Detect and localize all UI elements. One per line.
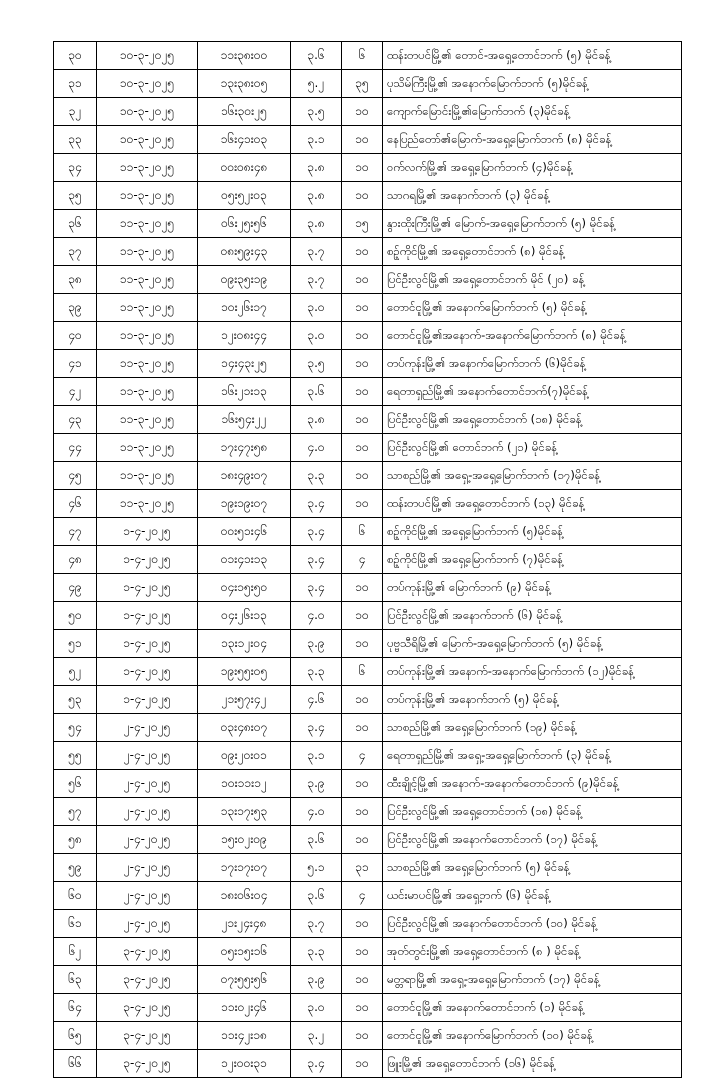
time-cell: ၁၆း၂၁း၁၃: [198, 378, 291, 406]
row-number-cell: ၅၁: [54, 630, 97, 658]
date-cell: ၁၁-၃-၂၀၂၅: [97, 378, 198, 406]
depth-cell: ၁၀: [342, 770, 383, 798]
location-cell: စဥ့်ကိုင်မြို့၏ အရှေ့မြောက်ဘက် (၇)မိုင်ခန့်: [383, 546, 682, 574]
date-cell: ၁၁-၃-၂၀၂၅: [97, 266, 198, 294]
date-cell: ၁၁-၃-၂၀၂၅: [97, 154, 198, 182]
date-cell: ၁၁-၃-၂၀၂၅: [97, 490, 198, 518]
location-cell: ပြင်ဦးလွင်မြို့၏ တောင်ဘက် (၂၁) မိုင်ခန့်: [383, 434, 682, 462]
date-cell: ၁၁-၃-၂၀၂၅: [97, 238, 198, 266]
location-cell: တောင်ငူမြို့၏အနောက်-အနောက်မြောက်ဘက် (၈) မိုင်ခန့်: [383, 322, 682, 350]
table-row: [54, 434, 682, 462]
table-row: [54, 42, 682, 70]
row-number-cell: ၄၅: [54, 462, 97, 490]
row-number-cell: ၅၅: [54, 742, 97, 770]
magnitude-cell: ၃.၆: [291, 826, 342, 854]
time-cell: ၁၇း၁၇း၀၇: [198, 854, 291, 882]
time-cell: ၀၈း၅၉း၄၃: [198, 238, 291, 266]
table-row: [54, 322, 682, 350]
time-cell: ၁၀း၂၆း၁၇: [198, 294, 291, 322]
magnitude-cell: ၃.၃: [291, 462, 342, 490]
time-cell: ၁၂း၀၈း၄၄: [198, 322, 291, 350]
depth-cell: ၁၀: [342, 798, 383, 826]
depth-cell: ၆: [342, 42, 383, 70]
depth-cell: ၁၀: [342, 126, 383, 154]
location-cell: ဖြူးမြို့၏ အရှေ့တောင်ဘက် (၁၆) မိုင်ခန့်: [383, 1050, 682, 1078]
table-row: [54, 1050, 682, 1078]
magnitude-cell: ၃.၈: [291, 210, 342, 238]
date-cell: ၂-၄-၂၀၂၅: [97, 826, 198, 854]
date-cell: ၁၁-၃-၂၀၂၅: [97, 294, 198, 322]
table-row: [54, 210, 682, 238]
magnitude-cell: ၃.၇: [291, 238, 342, 266]
date-cell: ၂-၄-၂၀၂၅: [97, 714, 198, 742]
location-cell: ကျောက်မြောင်းမြို့၏မြောက်ဘက် (၃)မိုင်ခန့်: [383, 98, 682, 126]
magnitude-cell: ၃.၈: [291, 406, 342, 434]
magnitude-cell: ၅.၁: [291, 854, 342, 882]
date-cell: ၂-၄-၂၀၂၅: [97, 770, 198, 798]
depth-cell: ၁၀: [342, 1022, 383, 1050]
time-cell: ၁၈း၄၉း၀၇: [198, 462, 291, 490]
time-cell: ၀၀း၅၁း၄၆: [198, 518, 291, 546]
depth-cell: ၆: [342, 518, 383, 546]
depth-cell: ၁၀: [342, 910, 383, 938]
depth-cell: ၁၀: [342, 826, 383, 854]
depth-cell: ၁၅: [342, 210, 383, 238]
magnitude-cell: ၃.၄: [291, 518, 342, 546]
row-number-cell: ၄၀: [54, 322, 97, 350]
magnitude-cell: ၃.၆: [291, 882, 342, 910]
depth-cell: ၁၀: [342, 434, 383, 462]
table-row: [54, 182, 682, 210]
location-cell: မတ္တရာမြို့၏ အရှေ့-အရှေ့မြောက်ဘက် (၁၇) မိုင်ခန့်: [383, 966, 682, 994]
magnitude-cell: ၃.၂: [291, 1022, 342, 1050]
date-cell: ၁၀-၃-၂၀၂၅: [97, 126, 198, 154]
location-cell: တပ်ကုန်းမြို့၏ အနောက်ဘက် (၅) မိုင်ခန့်: [383, 686, 682, 714]
time-cell: ၀၇း၅၅း၅၆: [198, 966, 291, 994]
time-cell: ၁၆း၄၁း၀၃: [198, 126, 291, 154]
depth-cell: ၄: [342, 742, 383, 770]
table-row: [54, 938, 682, 966]
time-cell: ၁၈း၀၆း၀၄: [198, 882, 291, 910]
date-cell: ၁-၄-၂၀၂၅: [97, 658, 198, 686]
magnitude-cell: ၃.၆: [291, 378, 342, 406]
location-cell: ထန်းတပင်မြို့၏ တောင်-အရှေ့တောင်ဘက် (၅) မိုင်ခန့်: [383, 42, 682, 70]
table-row: [54, 1022, 682, 1050]
time-cell: ၁၁း၃၈း၀၀: [198, 42, 291, 70]
magnitude-cell: ၃.၆: [291, 42, 342, 70]
magnitude-cell: ၃.၅: [291, 350, 342, 378]
depth-cell: ၁၀: [342, 406, 383, 434]
table-row: [54, 462, 682, 490]
location-cell: ယင်းမာပင်မြို့၏ အရှေ့ဘက် (၆) မိုင်ခန့်: [383, 882, 682, 910]
row-number-cell: ၄၄: [54, 434, 97, 462]
row-number-cell: ၄၃: [54, 406, 97, 434]
table-row: [54, 238, 682, 266]
row-number-cell: ၄၁: [54, 350, 97, 378]
row-number-cell: ၃၂: [54, 98, 97, 126]
date-cell: ၁၁-၃-၂၀၂၅: [97, 350, 198, 378]
time-cell: ၀၁း၄၁း၁၃: [198, 546, 291, 574]
time-cell: ၁၁း၄၂း၁၈: [198, 1022, 291, 1050]
magnitude-cell: ၃.၃: [291, 938, 342, 966]
time-cell: ၁၁း၀၂း၄၆: [198, 994, 291, 1022]
depth-cell: ၁၀: [342, 938, 383, 966]
date-cell: ၁-၄-၂၀၂၅: [97, 574, 198, 602]
time-cell: ၀၆း၂၅း၅၆: [198, 210, 291, 238]
table-row: [54, 70, 682, 98]
time-cell: ၂၁း၅၇း၄၂: [198, 686, 291, 714]
row-number-cell: ၃၅: [54, 182, 97, 210]
row-number-cell: ၃၄: [54, 154, 97, 182]
depth-cell: ၁၀: [342, 994, 383, 1022]
table-row: [54, 518, 682, 546]
location-cell: တောင်ငူမြို့၏ အနောက်တောင်ဘက် (၁) မိုင်ခန့်: [383, 994, 682, 1022]
row-number-cell: ၆၅: [54, 1022, 97, 1050]
row-number-cell: ၃၈: [54, 266, 97, 294]
table-row: [54, 574, 682, 602]
location-cell: ထန်းတပင်မြို့၏ အရှေ့တောင်ဘက် (၁၃) မိုင်ခန့်: [383, 490, 682, 518]
location-cell: ပုသိမ်ကြီးမြို့၏ အနောက်မြောက်ဘက် (၅)မိုင်ခန့်: [383, 70, 682, 98]
location-cell: ပြင်ဦးလွင်မြို့၏ အနောက်ဘက် (၆) မိုင်ခန့်: [383, 602, 682, 630]
magnitude-cell: ၃.၄: [291, 574, 342, 602]
table-row: [54, 686, 682, 714]
location-cell: အုတ်တွင်းမြို့၏ အရှေ့တောင်ဘက် (၈ ) မိုင်ခန့်: [383, 938, 682, 966]
row-number-cell: ၆၂: [54, 938, 97, 966]
earthquake-table-sheet: [53, 41, 682, 1078]
row-number-cell: ၆၁: [54, 910, 97, 938]
row-number-cell: ၆၆: [54, 1050, 97, 1078]
table-row: [54, 826, 682, 854]
time-cell: ၁၆း၅၄း၂၂: [198, 406, 291, 434]
date-cell: ၂-၄-၂၀၂၅: [97, 854, 198, 882]
time-cell: ၁၂း၀၀း၃၁: [198, 1050, 291, 1078]
magnitude-cell: ၃.၀: [291, 322, 342, 350]
magnitude-cell: ၃.၈: [291, 182, 342, 210]
row-number-cell: ၃၆: [54, 210, 97, 238]
location-cell: တောင်ငူမြို့၏ အနောက်မြောက်ဘက် (၁၀) မိုင်ခန့်: [383, 1022, 682, 1050]
date-cell: ၁-၄-၂၀၂၅: [97, 546, 198, 574]
magnitude-cell: ၃.၁: [291, 742, 342, 770]
row-number-cell: ၆၀: [54, 882, 97, 910]
magnitude-cell: ၃.၅: [291, 98, 342, 126]
row-number-cell: ၅၄: [54, 714, 97, 742]
location-cell: တပ်ကုန်းမြို့၏ အနောက်မြောက်ဘက် (၆)မိုင်ခန့်: [383, 350, 682, 378]
table-row: [54, 910, 682, 938]
date-cell: ၂-၄-၂၀၂၅: [97, 910, 198, 938]
date-cell: ၃-၄-၂၀၂၅: [97, 966, 198, 994]
depth-cell: ၁၀: [342, 350, 383, 378]
date-cell: ၂-၄-၂၀၂၅: [97, 882, 198, 910]
depth-cell: ၁၀: [342, 714, 383, 742]
time-cell: ၀၀း၀၈း၄၈: [198, 154, 291, 182]
table-body: [54, 42, 682, 1078]
row-number-cell: ၃၉: [54, 294, 97, 322]
magnitude-cell: ၃.၄: [291, 714, 342, 742]
depth-cell: ၁၀: [342, 966, 383, 994]
table-row: [54, 602, 682, 630]
depth-cell: ၄: [342, 546, 383, 574]
magnitude-cell: ၄.၀: [291, 602, 342, 630]
date-cell: ၁၁-၃-၂၀၂၅: [97, 406, 198, 434]
time-cell: ၁၃း၃၈း၀၅: [198, 70, 291, 98]
location-cell: ထီးချိုင့်မြို့၏ အနောက်-အနောက်တောင်ဘက် (၉)မိုင်ခန့်: [383, 770, 682, 798]
time-cell: ၁၆း၃၀း၂၅: [198, 98, 291, 126]
depth-cell: ၁၀: [342, 490, 383, 518]
table-row: [54, 742, 682, 770]
row-number-cell: ၄၂: [54, 378, 97, 406]
row-number-cell: ၃၇: [54, 238, 97, 266]
table-row: [54, 658, 682, 686]
location-cell: တပ်ကုန်းမြို့၏ မြောက်ဘက် (၉) မိုင်ခန့်: [383, 574, 682, 602]
row-number-cell: ၄၈: [54, 546, 97, 574]
date-cell: ၁-၄-၂၀၂၅: [97, 686, 198, 714]
time-cell: ၁၉း၁၉း၀၇: [198, 490, 291, 518]
depth-cell: ၁၀: [342, 378, 383, 406]
date-cell: ၁၁-၃-၂၀၂၅: [97, 210, 198, 238]
location-cell: စဥ့်ကိုင်မြို့၏ အရှေ့တောင်ဘက် (၈) မိုင်ခန့်: [383, 238, 682, 266]
date-cell: ၃-၄-၂၀၂၅: [97, 1050, 198, 1078]
location-cell: ပုဗ္ဗသီရိမြို့၏ မြောက်-အရှေ့မြောက်ဘက် (၅) မိုင်ခန့်: [383, 630, 682, 658]
depth-cell: ၁၀: [342, 1050, 383, 1078]
depth-cell: ၁၀: [342, 294, 383, 322]
time-cell: ၂၁း၂၄း၄၈: [198, 910, 291, 938]
depth-cell: ၁၀: [342, 602, 383, 630]
date-cell: ၁၀-၃-၂၀၂၅: [97, 98, 198, 126]
location-cell: သာစည်မြို့၏ အရှေ့မြောက်ဘက် (၁၉) မိုင်ခန့်: [383, 714, 682, 742]
magnitude-cell: ၃.၄: [291, 1050, 342, 1078]
date-cell: ၁၁-၃-၂၀၂၅: [97, 182, 198, 210]
table-row: [54, 798, 682, 826]
depth-cell: ၁၀: [342, 322, 383, 350]
location-cell: ပြင်ဦးလွင်မြို့၏ အရှေ့တောင်ဘက် (၁၈) မိုင်ခန့်: [383, 406, 682, 434]
row-number-cell: ၅၃: [54, 686, 97, 714]
location-cell: နေပြည်တော်၏မြောက်-အရှေ့မြောက်ဘက် (၈) မိုင်ခန့်: [383, 126, 682, 154]
magnitude-cell: ၃.၀: [291, 294, 342, 322]
table-row: [54, 154, 682, 182]
magnitude-cell: ၄.၆: [291, 686, 342, 714]
location-cell: ပြင်ဦးလွင်မြို့၏ အနောက်တောင်ဘက် (၁၀) မိုင်ခန့်: [383, 910, 682, 938]
table-row: [54, 714, 682, 742]
row-number-cell: ၃၀: [54, 42, 97, 70]
location-cell: စဥ့်ကိုင်မြို့၏ အရှေ့မြောက်ဘက် (၅)မိုင်ခန့်: [383, 518, 682, 546]
table-row: [54, 294, 682, 322]
depth-cell: ၁၀: [342, 238, 383, 266]
time-cell: ၁၄း၄၃း၂၅: [198, 350, 291, 378]
magnitude-cell: ၃.၇: [291, 910, 342, 938]
location-cell: ရေတာရှည်မြို့၏ အနောက်တောင်ဘက်(၇)မိုင်ခန့်: [383, 378, 682, 406]
date-cell: ၁၀-၃-၂၀၂၅: [97, 70, 198, 98]
depth-cell: ၄: [342, 882, 383, 910]
date-cell: ၁၁-၃-၂၀၂၅: [97, 434, 198, 462]
location-cell: ပြင်ဦးလွင်မြို့၏ အရှေ့တောင်ဘက် (၁၈) မိုင်ခန့်: [383, 798, 682, 826]
depth-cell: ၃၁: [342, 854, 383, 882]
date-cell: ၃-၄-၂၀၂၅: [97, 938, 198, 966]
magnitude-cell: ၃.၉: [291, 770, 342, 798]
time-cell: ၀၅း၅၂း၀၃: [198, 182, 291, 210]
table-row: [54, 966, 682, 994]
location-cell: သာဂရမြို့၏ အနောက်ဘက် (၃) မိုင်ခန့်: [383, 182, 682, 210]
earthquake-table: [53, 41, 682, 1078]
depth-cell: ၁၀: [342, 630, 383, 658]
time-cell: ၁၃း၁၂း၀၄: [198, 630, 291, 658]
location-cell: ပြင်ဦးလွင်မြို့၏ အနောက်တောင်ဘက် (၁၇) မိုင်ခန့်: [383, 826, 682, 854]
depth-cell: ၁၀: [342, 462, 383, 490]
magnitude-cell: ၄.၀: [291, 798, 342, 826]
location-cell: တောင်ငူမြို့၏ အနောက်မြောက်ဘက် (၅) မိုင်ခန့်: [383, 294, 682, 322]
date-cell: ၁၁-၃-၂၀၂၅: [97, 322, 198, 350]
table-row: [54, 266, 682, 294]
magnitude-cell: ၃.၄: [291, 490, 342, 518]
location-cell: နွားထိုးကြီးမြို့၏ မြောက်-အရှေ့မြောက်ဘက် (၅) မိုင်ခန့်: [383, 210, 682, 238]
time-cell: ၀၄း၂၆း၁၃: [198, 602, 291, 630]
magnitude-cell: ၃.၉: [291, 966, 342, 994]
magnitude-cell: ၃.၄: [291, 546, 342, 574]
depth-cell: ၁၀: [342, 182, 383, 210]
date-cell: ၃-၄-၂၀၂၅: [97, 1022, 198, 1050]
table-row: [54, 770, 682, 798]
table-row: [54, 126, 682, 154]
time-cell: ၀၅း၁၅း၁၆: [198, 938, 291, 966]
magnitude-cell: ၃.၉: [291, 630, 342, 658]
table-row: [54, 490, 682, 518]
row-number-cell: ၆၄: [54, 994, 97, 1022]
date-cell: ၂-၄-၂၀၂၅: [97, 742, 198, 770]
magnitude-cell: ၃.၁: [291, 126, 342, 154]
date-cell: ၃-၄-၂၀၂၅: [97, 994, 198, 1022]
row-number-cell: ၅၇: [54, 798, 97, 826]
depth-cell: ၁၀: [342, 266, 383, 294]
location-cell: ပြင်ဦးလွင်မြို့၏ အရှေ့တောင်ဘက် မိုင် (၂၀) ခန့်: [383, 266, 682, 294]
row-number-cell: ၅၈: [54, 826, 97, 854]
time-cell: ၀၉း၃၅း၁၉: [198, 266, 291, 294]
time-cell: ၁၀း၁၁း၁၂: [198, 770, 291, 798]
magnitude-cell: ၃.၈: [291, 154, 342, 182]
magnitude-cell: ၃.၇: [291, 266, 342, 294]
depth-cell: ၆: [342, 658, 383, 686]
time-cell: ၁၇း၄၇း၅၈: [198, 434, 291, 462]
location-cell: သာစည်မြို့၏ အရှေ့မြောက်ဘက် (၅) မိုင်ခန့်: [383, 854, 682, 882]
row-number-cell: ၄၇: [54, 518, 97, 546]
table-row: [54, 98, 682, 126]
row-number-cell: ၅၂: [54, 658, 97, 686]
time-cell: ၁၃း၁၇း၅၃: [198, 798, 291, 826]
magnitude-cell: ၅.၂: [291, 70, 342, 98]
row-number-cell: ၄၆: [54, 490, 97, 518]
magnitude-cell: ၃.၃: [291, 658, 342, 686]
depth-cell: ၁၀: [342, 154, 383, 182]
table-row: [54, 350, 682, 378]
table-row: [54, 882, 682, 910]
row-number-cell: ၃၃: [54, 126, 97, 154]
time-cell: ၀၄း၁၅း၅၀: [198, 574, 291, 602]
table-row: [54, 854, 682, 882]
date-cell: ၂-၄-၂၀၂၅: [97, 798, 198, 826]
time-cell: ၁၉း၅၅း၀၅: [198, 658, 291, 686]
depth-cell: ၃၅: [342, 70, 383, 98]
location-cell: သာစည်မြို့၏ အရှေ့-အရှေ့မြောက်ဘက် (၁၇)မိုင်ခန့်: [383, 462, 682, 490]
magnitude-cell: ၃.၀: [291, 994, 342, 1022]
date-cell: ၁-၄-၂၀၂၅: [97, 518, 198, 546]
date-cell: ၁-၄-၂၀၂၅: [97, 630, 198, 658]
table-row: [54, 378, 682, 406]
date-cell: ၁၀-၃-၂၀၂၅: [97, 42, 198, 70]
row-number-cell: ၅၆: [54, 770, 97, 798]
location-cell: ဝက်လက်မြို့၏ အရှေ့မြောက်ဘက် (၄)မိုင်ခန့်: [383, 154, 682, 182]
date-cell: ၁-၄-၂၀၂၅: [97, 602, 198, 630]
row-number-cell: ၅၉: [54, 854, 97, 882]
date-cell: ၁၁-၃-၂၀၂၅: [97, 462, 198, 490]
depth-cell: ၁၀: [342, 574, 383, 602]
row-number-cell: ၆၃: [54, 966, 97, 994]
row-number-cell: ၄၉: [54, 574, 97, 602]
time-cell: ၀၉း၂၀း၀၁: [198, 742, 291, 770]
row-number-cell: ၃၁: [54, 70, 97, 98]
depth-cell: ၁၀: [342, 686, 383, 714]
table-row: [54, 406, 682, 434]
depth-cell: ၁၀: [342, 98, 383, 126]
magnitude-cell: ၄.၀: [291, 434, 342, 462]
table-row: [54, 630, 682, 658]
location-cell: တပ်ကုန်းမြို့၏ အနောက်-အနောက်မြောက်ဘက် (၁၂)မိုင်ခန့်: [383, 658, 682, 686]
time-cell: ၀၃း၄၈း၀၇: [198, 714, 291, 742]
row-number-cell: ၅၀: [54, 602, 97, 630]
table-row: [54, 546, 682, 574]
location-cell: ရေတာရှည်မြို့၏ အရှေ့-အရှေ့မြောက်ဘက် (၃) မိုင်ခန့်: [383, 742, 682, 770]
time-cell: ၁၅း၀၂း၀၉: [198, 826, 291, 854]
table-row: [54, 994, 682, 1022]
